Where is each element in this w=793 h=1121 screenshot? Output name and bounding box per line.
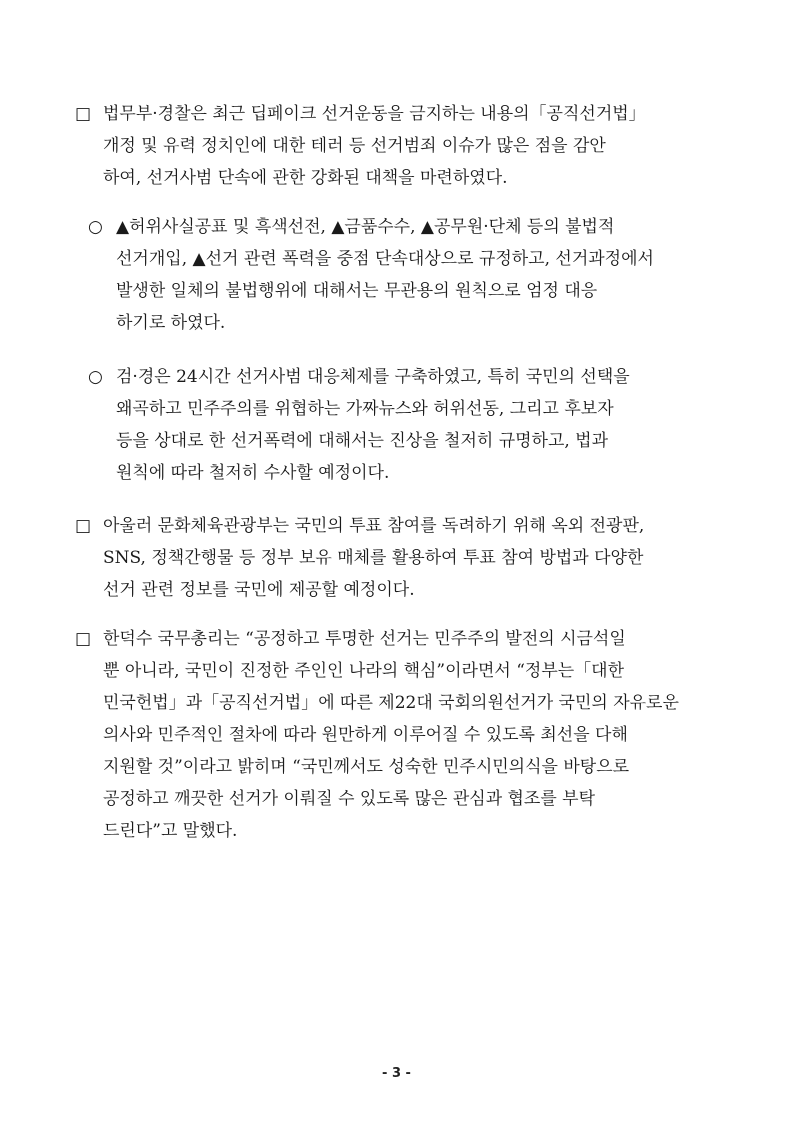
circle-bullet-icon: ○ xyxy=(88,217,103,237)
paragraph-line: 뿐 아니라, 국민이 진정한 주인인 나라의 핵심”이라면서 “정부는「대한 xyxy=(103,661,625,681)
paragraph-section-1 xyxy=(75,98,725,194)
sub-bullet-section-1 xyxy=(88,211,728,339)
circle-bullet-icon: ○ xyxy=(88,367,103,387)
square-bullet-icon: □ xyxy=(75,104,92,124)
paragraph-line: 의사와 민주적인 절차에 따라 원만하게 이루어질 수 있도록 최선을 다해 xyxy=(103,725,628,745)
paragraph-line: 민국헌법」과「공직선거법」에 따른 제22대 국회의원선거가 국민의 자유로운 xyxy=(103,693,679,713)
paragraph-line: 발생한 일체의 불법행위에 대해서는 무관용의 원칙으로 엄정 대응 xyxy=(116,281,598,301)
paragraph-line: 선거개입, ▲선거 관련 폭력을 중점 단속대상으로 규정하고, 선거과정에서 xyxy=(116,249,654,269)
paragraph-line: 공정하고 깨끗한 선거가 이뤄질 수 있도록 많은 관심과 협조를 부탁 xyxy=(103,789,596,809)
paragraph-line: □ 아울러 문화체육관광부는 국민의 투표 참여를 독려하기 위해 옥외 전광판, xyxy=(75,510,725,542)
paragraph-line: ○ ▲허위사실공표 및 흑색선전, ▲금품수수, ▲공무원·단체 등의 불법적 xyxy=(88,211,728,243)
paragraph-line: 하기로 하였다. xyxy=(116,313,226,333)
square-bullet-icon: □ xyxy=(75,516,92,536)
paragraph-line: 드린다”고 말했다. xyxy=(103,821,238,841)
page-number: - 3 - xyxy=(382,1066,411,1081)
sub-bullet-section-2 xyxy=(88,361,728,489)
square-bullet-icon: □ xyxy=(75,629,92,649)
paragraph-section-2 xyxy=(75,510,725,606)
paragraph-section-3 xyxy=(75,623,725,847)
paragraph-line: 선거 관련 정보를 국민에 제공할 예정이다. xyxy=(103,580,415,600)
paragraph-line: 등을 상대로 한 선거폭력에 대해서는 진상을 철저히 규명하고, 법과 xyxy=(116,431,609,451)
paragraph-line: 하여, 선거사범 단속에 관한 강화된 대책을 마련하였다. xyxy=(103,168,508,188)
paragraph-line: 원칙에 따라 철저히 수사할 예정이다. xyxy=(116,463,390,483)
paragraph-line: 왜곡하고 민주주의를 위협하는 가짜뉴스와 허위선동, 그리고 후보자 xyxy=(116,399,614,419)
paragraph-line: SNS, 정책간행물 등 정부 보유 매체를 활용하여 투표 참여 방법과 다양한 xyxy=(103,548,644,568)
paragraph-line: 지원할 것”이라고 밝히며 “국민께서도 성숙한 민주시민의식을 바탕으로 xyxy=(103,757,630,777)
paragraph-line: 개정 및 유력 정치인에 대한 테러 등 선거범죄 이슈가 많은 점을 감안 xyxy=(103,136,606,156)
paragraph-line: □ 한덕수 국무총리는 “공정하고 투명한 선거는 민주주의 발전의 시금석일 xyxy=(75,623,725,655)
paragraph-line: □ 법무부·경찰은 최근 딥페이크 선거운동을 금지하는 내용의「공직선거법」 xyxy=(75,98,725,130)
paragraph-line: ○ 검·경은 24시간 선거사범 대응체제를 구축하였고, 특히 국민의 선택을 xyxy=(88,361,728,393)
